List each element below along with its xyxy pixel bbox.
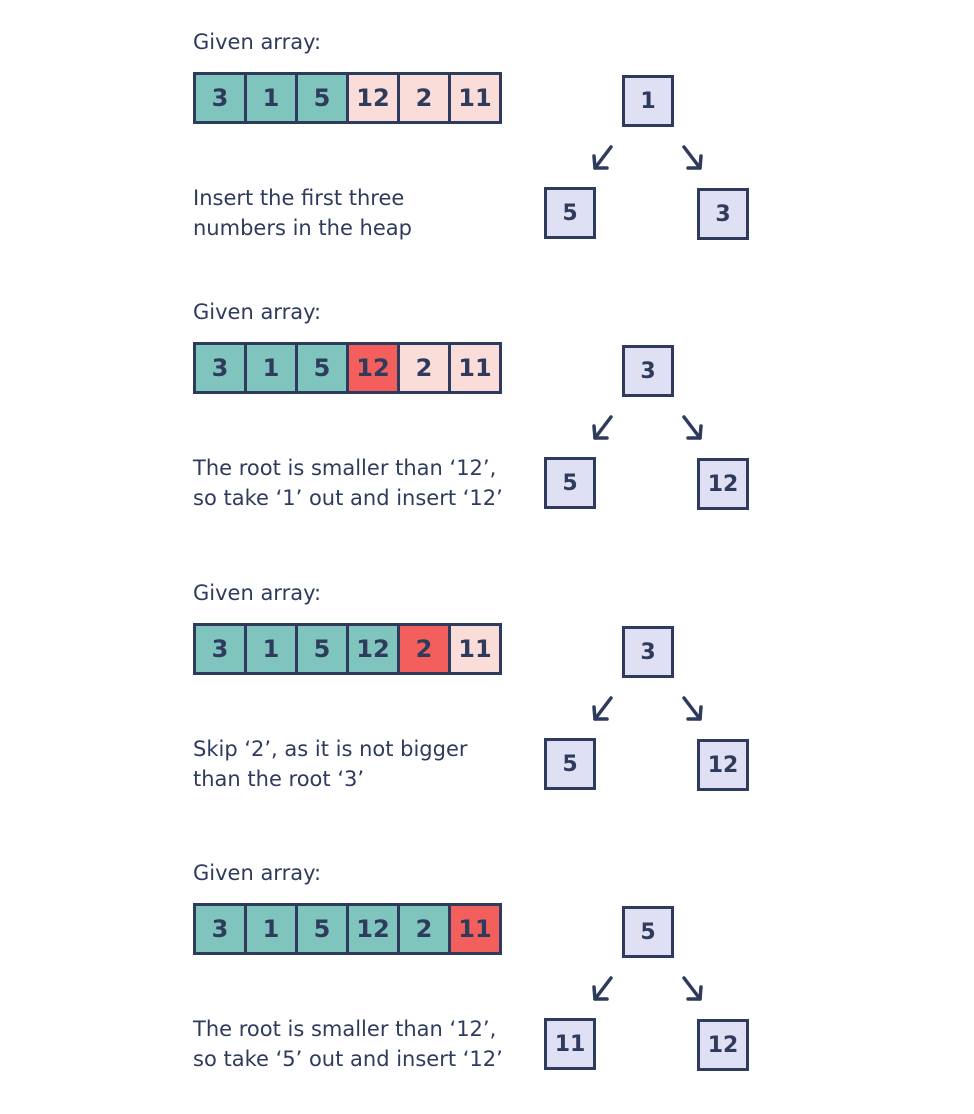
heap-root-node: 3 <box>622 626 674 678</box>
right-arrow-icon <box>684 698 701 719</box>
array-cell: 3 <box>196 626 247 672</box>
step-4 <box>0 831 974 1111</box>
description-line: The root is smaller than ‘12’, <box>193 456 497 480</box>
array-cell: 5 <box>298 626 349 672</box>
heap-arrows <box>0 0 974 280</box>
array-cell: 11 <box>451 75 499 121</box>
left-arrow-icon <box>594 417 611 438</box>
array-cell: 2 <box>400 906 451 952</box>
array-cell: 11 <box>451 626 499 672</box>
step-1 <box>0 0 974 280</box>
description-line: numbers in the heap <box>193 216 412 240</box>
heap-root-node: 1 <box>622 75 674 127</box>
left-arrow-icon <box>594 698 611 719</box>
array-cell: 3 <box>196 906 247 952</box>
array-cell: 1 <box>247 345 298 391</box>
heap-right-node: 12 <box>697 739 749 791</box>
right-arrow-icon <box>684 417 701 438</box>
right-arrow-icon <box>684 147 701 168</box>
left-arrow-icon <box>594 978 611 999</box>
given-array-label: Given array: <box>193 581 322 605</box>
array-cell: 1 <box>247 75 298 121</box>
description-line: so take ‘5’ out and insert ‘12’ <box>193 1047 503 1071</box>
step-2 <box>0 270 974 550</box>
description-line: The root is smaller than ‘12’, <box>193 1017 497 1041</box>
description-line: than the root ‘3’ <box>193 767 365 791</box>
array-cell: 5 <box>298 345 349 391</box>
array-cell: 12 <box>349 345 400 391</box>
heap-root-node: 5 <box>622 906 674 958</box>
heap-left-node: 11 <box>544 1018 596 1070</box>
heap-root-node: 3 <box>622 345 674 397</box>
array-cell: 2 <box>400 626 451 672</box>
array-cell: 5 <box>298 906 349 952</box>
right-arrow-icon <box>684 978 701 999</box>
array-cell: 12 <box>349 626 400 672</box>
description-line: Skip ‘2’, as it is not bigger <box>193 737 468 761</box>
left-arrow-icon <box>594 147 611 168</box>
step-description <box>193 734 468 794</box>
array-cell: 11 <box>451 345 499 391</box>
heap-left-node: 5 <box>544 187 596 239</box>
array-cell: 1 <box>247 906 298 952</box>
array-cell: 3 <box>196 345 247 391</box>
given-array-label: Given array: <box>193 861 322 885</box>
array-cell: 2 <box>400 345 451 391</box>
array-cell: 11 <box>451 906 499 952</box>
step-description <box>193 183 412 243</box>
array-cell: 2 <box>400 75 451 121</box>
description-line: so take ‘1’ out and insert ‘12’ <box>193 486 503 510</box>
array-cell: 3 <box>196 75 247 121</box>
array-cell: 1 <box>247 626 298 672</box>
description-line: Insert the first three <box>193 186 405 210</box>
heap-right-node: 3 <box>697 188 749 240</box>
step-3 <box>0 551 974 831</box>
given-array-label: Given array: <box>193 30 322 54</box>
array-cell: 12 <box>349 906 400 952</box>
heap-arrows <box>0 551 974 831</box>
array-cell: 5 <box>298 75 349 121</box>
heap-right-node: 12 <box>697 458 749 510</box>
step-description <box>193 453 503 513</box>
given-array-label: Given array: <box>193 300 322 324</box>
heap-left-node: 5 <box>544 738 596 790</box>
step-description <box>193 1014 503 1074</box>
heap-left-node: 5 <box>544 457 596 509</box>
array-cell: 12 <box>349 75 400 121</box>
heap-right-node: 12 <box>697 1019 749 1071</box>
